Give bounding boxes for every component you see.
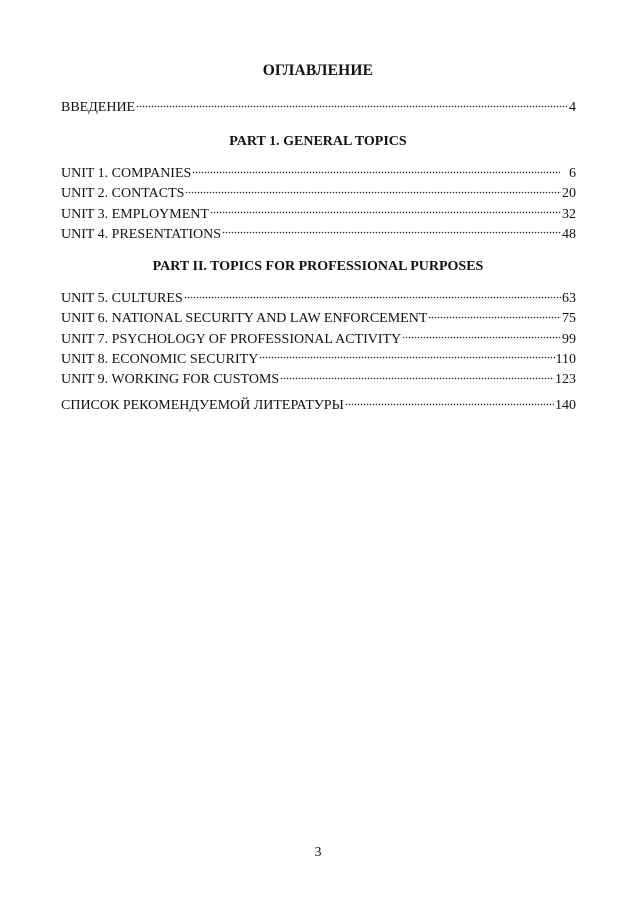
toc-entry-label: UNIT 7. PSYCHOLOGY OF PROFESSIONAL ACTIVITY: [61, 331, 402, 347]
toc-entry-unit-5[interactable]: [61, 289, 576, 309]
toc-leader-dots: [222, 231, 561, 235]
toc-entry-unit-3[interactable]: [61, 205, 576, 225]
toc-leader-dots: [210, 211, 561, 215]
toc-entry-page: 48: [562, 226, 576, 242]
toc-part2-group: [61, 289, 576, 390]
toc-entry-unit-4[interactable]: [61, 225, 576, 245]
toc-entry-page: 99: [562, 331, 576, 347]
toc-part1-group: [61, 164, 576, 245]
toc-entry-unit-9[interactable]: [61, 370, 576, 390]
toc-entry-label: UNIT 5. CULTURES: [61, 291, 183, 306]
toc-leader-dots: [345, 402, 554, 406]
part2-heading: PART II. TOPICS FOR PROFESSIONAL PURPOSES: [152, 259, 484, 274]
toc-entry-label: ВВЕДЕНИЕ: [61, 100, 136, 115]
toc-leader-dots: [192, 170, 560, 174]
toc-leader-dots: [428, 315, 561, 319]
toc-entry-unit-2[interactable]: [61, 184, 576, 204]
toc-entry-label: СПИСОК РЕКОМЕНДУЕМОЙ ЛИТЕРАТУРЫ: [61, 398, 344, 413]
toc-entry-label: UNIT 9. WORKING FOR CUSTOMS: [61, 372, 280, 388]
toc-entry-page: 75: [562, 311, 576, 327]
toc-entry-bibliography[interactable]: [61, 396, 576, 416]
toc-entry-page: 32: [562, 206, 576, 222]
toc-entry-intro[interactable]: [61, 98, 576, 118]
toc-entry-page: 63: [562, 291, 576, 306]
toc-entry-unit-6[interactable]: [61, 309, 576, 329]
page-number: 3: [314, 845, 322, 860]
toc-entry-unit-7[interactable]: [61, 330, 576, 350]
toc-entry-label: UNIT 6. NATIONAL SECURITY AND LAW ENFORCEMENT: [61, 311, 428, 327]
toc-entry-page: 6: [569, 166, 576, 181]
toc-bibliography-group: [61, 396, 576, 416]
toc-entry-label: UNIT 2. CONTACTS: [61, 186, 185, 202]
toc-entry-unit-8[interactable]: [61, 350, 576, 370]
toc-title: ОГЛАВЛЕНИЕ: [262, 62, 374, 79]
toc-entry-page: 110: [555, 351, 576, 367]
toc-entry-label: UNIT 4. PRESENTATIONS: [61, 226, 222, 242]
toc-leader-dots: [402, 336, 561, 340]
toc-leader-dots: [136, 104, 567, 108]
toc-leader-dots: [280, 376, 554, 380]
toc-entry-label: UNIT 8. ECONOMIC SECURITY: [61, 351, 259, 367]
toc-intro-group: [61, 98, 576, 118]
toc-entry-page: 4: [569, 100, 576, 115]
toc-entry-page: 20: [562, 186, 576, 202]
toc-entry-label: UNIT 1. COMPANIES: [61, 166, 192, 181]
toc-entry-page: 123: [555, 372, 576, 388]
toc-entry-unit-1[interactable]: [61, 164, 576, 184]
toc-leader-dots: [259, 356, 554, 360]
part1-heading: PART 1. GENERAL TOPICS: [229, 134, 407, 149]
toc-entry-label: UNIT 3. EMPLOYMENT: [61, 206, 209, 222]
toc-entry-page: 140: [555, 398, 576, 413]
toc-leader-dots: [184, 295, 561, 299]
toc-leader-dots: [185, 190, 561, 194]
